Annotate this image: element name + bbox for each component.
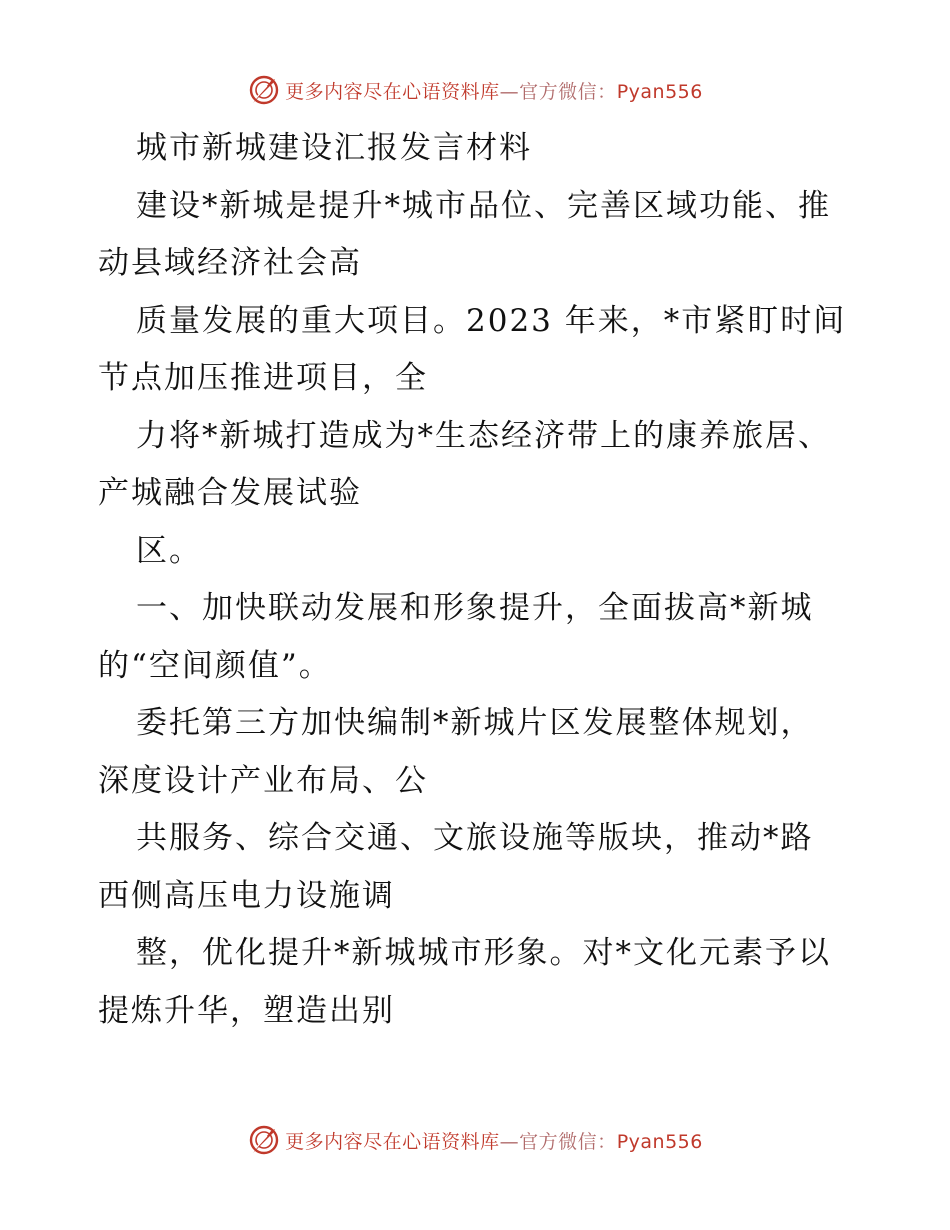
- watermark-group: [247, 1123, 703, 1157]
- text-line: 建设*新城是提升*城市品位、完善区域功能、推: [136, 187, 831, 224]
- watermark-wechat-id: Pyan556: [616, 1130, 703, 1153]
- watermark-dash: —: [499, 80, 520, 103]
- watermark-label: 官方微信：: [519, 1130, 617, 1153]
- watermark-group: [247, 73, 703, 107]
- text-line: 共服务、综合交通、文旅设施等版块，推动*路: [136, 820, 814, 856]
- text-line: 质量发展的重大项目。2023 年来，*市紧盯时间: [136, 302, 847, 339]
- text-line: 整，优化提升*新城城市形象。对*文化元素予以: [136, 935, 831, 971]
- text-line: 产城融合发展试验: [98, 475, 362, 511]
- text-line: 力将*新城打造成为*生态经济带上的康养旅居、: [136, 417, 831, 454]
- quill-seal-icon: [247, 73, 281, 107]
- text-line: 深度设计产业布局、公: [98, 762, 428, 799]
- text-line: 城市新城建设汇报发言材料: [136, 130, 532, 166]
- watermark-dash: —: [499, 1130, 520, 1153]
- text-line: 一、加快联动发展和形象提升，全面拔高*新城: [136, 590, 814, 626]
- text-line: 动县域经济社会高: [98, 245, 362, 281]
- header-watermark: [0, 70, 950, 110]
- text-line: 提炼升华，塑造出别: [98, 992, 395, 1029]
- document-body: [98, 120, 858, 1040]
- watermark-text: 更多内容尽在心语资料库: [285, 1130, 500, 1153]
- footer-watermark: [0, 1120, 950, 1160]
- watermark-wechat-id: Pyan556: [616, 80, 703, 103]
- quill-seal-icon: [247, 1123, 281, 1157]
- text-line: 的“空间颜值”。: [98, 647, 332, 684]
- text-line: 委托第三方加快编制*新城片区发展整体规划，: [136, 705, 814, 741]
- text-line: 西侧高压电力设施调: [98, 877, 395, 914]
- watermark-label: 官方微信：: [519, 80, 617, 103]
- watermark-text: 更多内容尽在心语资料库: [285, 80, 500, 103]
- text-line: 节点加压推进项目，全: [98, 360, 428, 396]
- text-line: 区。: [136, 532, 202, 569]
